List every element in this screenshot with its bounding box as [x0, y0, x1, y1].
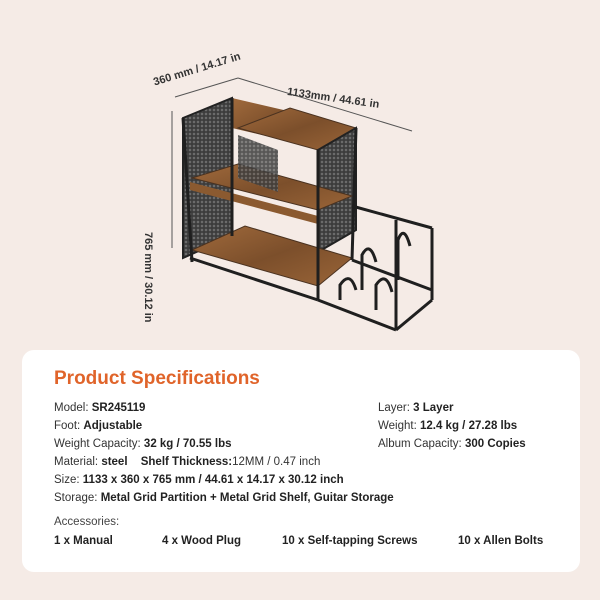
spec-model: [54, 402, 145, 414]
height-dimension-label: 765 mm / 30.12 in: [142, 232, 154, 323]
spec-storage: [54, 492, 394, 504]
spec-size-label: Size:: [54, 474, 80, 486]
spec-foot-label: Foot:: [54, 420, 81, 432]
spec-material-label: Material:: [54, 456, 99, 468]
depth-dimension-label: 360 mm / 14.17 in: [152, 50, 243, 89]
accessory-item: 1 x Manual: [54, 535, 113, 547]
spec-layer-label: Layer:: [378, 402, 410, 414]
spec-weight-capacity-label: Weight Capacity:: [54, 438, 141, 450]
spec-album-capacity-label: Album Capacity:: [378, 438, 462, 450]
spec-foot-value: Adjustable: [83, 420, 143, 432]
spec-shelf-thickness-label: Shelf Thickness:: [140, 456, 233, 468]
spec-layer: [378, 402, 453, 414]
spec-storage-label: Storage:: [54, 492, 98, 504]
accessory-item: 10 x Self-tapping Screws: [282, 535, 418, 547]
accessories-title: Accessories:: [54, 516, 120, 528]
spec-material-value: steel: [101, 456, 128, 468]
spec-size: [54, 474, 344, 486]
specifications-title: Product Specifications: [54, 368, 260, 389]
spec-album-capacity-value: 300 Copies: [464, 438, 526, 450]
spec-size-value: 1133 x 360 x 765 mm / 44.61 x 14.17 x 30.12 inch: [82, 474, 344, 486]
spec-weight: [378, 420, 517, 432]
spec-layer-value: 3 Layer: [413, 402, 454, 414]
spec-weight-label: Weight:: [378, 420, 417, 432]
spec-shelf-thickness-value: 12MM / 0.47 inch: [232, 456, 321, 468]
spec-foot: [54, 420, 142, 432]
accessory-item: 4 x Wood Plug: [162, 535, 242, 547]
spec-model-value: SR245119: [91, 402, 146, 414]
spec-model-label: Model:: [54, 402, 89, 414]
spec-storage-value: Metal Grid Partition + Metal Grid Shelf, Guitar Storage: [100, 492, 394, 504]
specifications-card: [22, 350, 580, 572]
spec-weight-value: 12.4 kg / 27.28 lbs: [419, 420, 518, 432]
width-dimension-label: 1133mm / 44.61 in: [286, 86, 381, 111]
accessory-item: 10 x Allen Bolts: [458, 535, 544, 547]
spec-album-capacity: [378, 438, 526, 450]
spec-weight-capacity-value: 32 kg / 70.55 lbs: [143, 438, 232, 450]
spec-material: [54, 456, 320, 468]
spec-weight-capacity: [54, 438, 232, 450]
